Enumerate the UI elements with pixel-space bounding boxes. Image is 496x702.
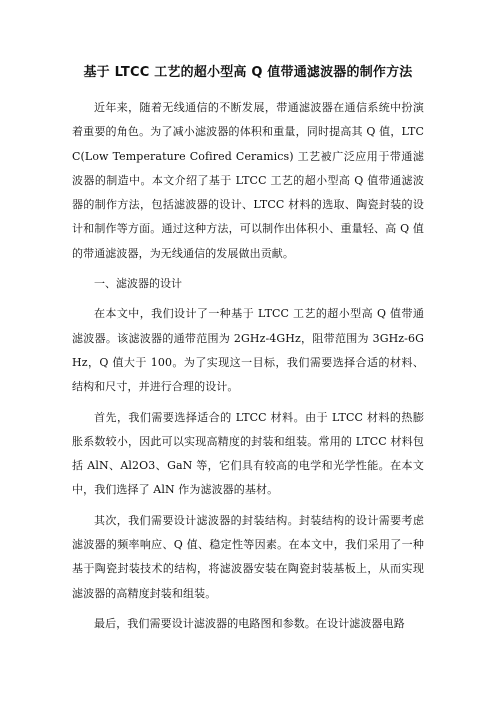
- section-heading-design: 一、滤波器的设计: [94, 277, 182, 291]
- circuit-paragraph: 最后，我们需要设计滤波器的电路图和参数。在设计滤波器电路: [94, 616, 405, 630]
- document-title: 基于 LTCC 工艺的超小型高 Q 值带通滤波器的制作方法: [83, 65, 413, 80]
- design-paragraph: 在本文中，我们设计了一种基于 LTCC 工艺的超小型高 Q 值带通滤波器。该滤波器的通带范围为 2GHz-4GHz，阻带范围为 3GHz-6GHz，Q 值大于 100。为了实现这一目标，我们需要选择合适的材料、结构和尺寸，并进行合理的设计。: [72, 307, 424, 394]
- intro-paragraph: 近年来，随着无线通信的不断发展，带通滤波器在通信系统中扮演着重要的角色。为了减小滤波器的体积和重量，同时提高其 Q 值，LTCC(Low Temperature Cofired Ceramics) 工艺被广泛应用于带通滤波器的制造中。本文介绍了基于 LTCC 工艺的超小型高 Q 值带通滤波器的制作方法，包括滤波器的设计、LTCC 材料的选取、陶瓷封装的设计和制作等方面。通过这种方法，可以制作出体积小、重量轻、高 Q 值的带通滤波器，为无线通信的发展做出贡献。: [72, 101, 424, 260]
- package-paragraph: 其次，我们需要设计滤波器的封装结构。封装结构的设计需要考虑滤波器的频率响应、Q 值、稳定性等因素。在本文中，我们采用了一种基于陶瓷封装技术的结构，将滤波器安装在陶瓷封装基板上，从而实现滤波器的高精度封装和组装。: [72, 513, 424, 600]
- material-paragraph: 首先，我们需要选择适合的 LTCC 材料。由于 LTCC 材料的热膨胀系数较小，因此可以实现高精度的封装和组装。常用的 LTCC 材料包括 AlN、Al2O3、GaN 等，它们具有较高的电学和光学性能。在本文中，我们选择了 AlN 作为滤波器的基材。: [72, 410, 424, 497]
